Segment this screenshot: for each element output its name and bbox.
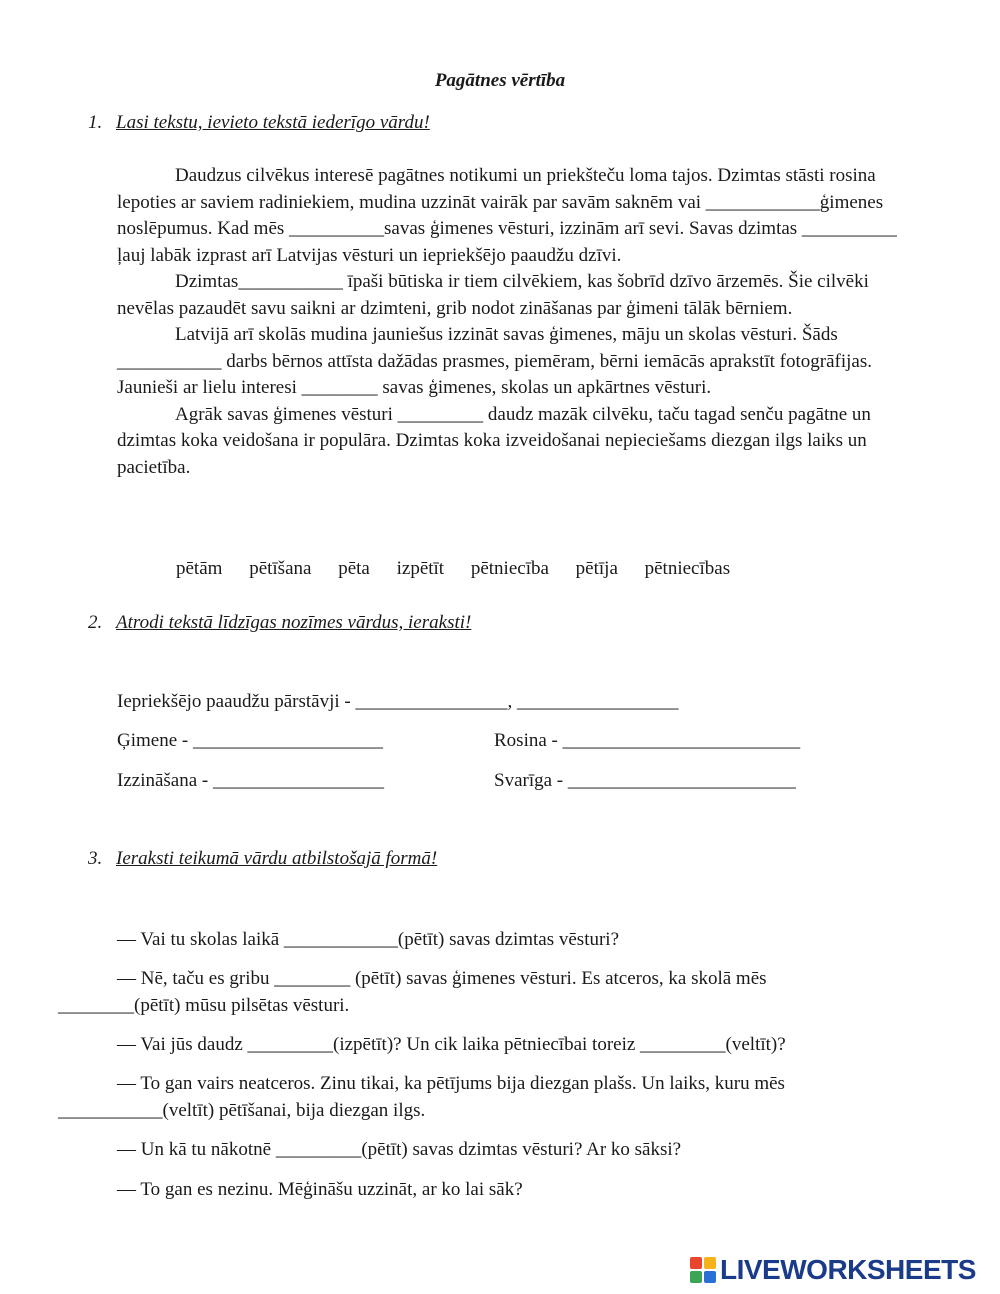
task1-paragraph-2: Dzimtas___________ īpaši būtiska ir tiem cilvēkiem, kas šobrīd dzīvo ārzemēs. Šie cilvēki nevēlas pazaudēt savu saikni ar dzimteni, grib nodot zināšanas par ģimeni tālāk bērniem. [117, 271, 869, 319]
task2-heading [88, 612, 471, 634]
task1-paragraph-4: Agrāk savas ģimenes vēsturi _________ daudz mazāk cilvēku, taču tagad senču pagātne un dzimtas koka veidošana ir populāra. Dzimtas koka izveidošanai nepieciešams diezgan ilgs laiks un pacietība. [117, 403, 871, 478]
logo-square [690, 1271, 702, 1283]
logo-icon [690, 1257, 716, 1283]
logo-square [704, 1271, 716, 1283]
word-bank-item: pēta [338, 558, 370, 579]
word-bank-item: pētām [176, 558, 223, 579]
word-bank-item: pētīšana [249, 558, 312, 579]
dialog-line-5: — Un kā tu nākotnē _________(pētīt) savas dzimtas vēsturi? Ar ko sāksi? [117, 1139, 682, 1160]
synonym-gimene: Ģimene - ____________________ [117, 730, 383, 751]
task3-instruction: Ieraksti teikumā vārdu atbilstošajā formā! [116, 848, 438, 869]
dialog-line-4: — To gan vairs neatceros. Zinu tikai, ka pētījums bija diezgan plašs. Un laiks, kuru mēs ___________(veltīt) pētīšanai, bija diezgan ilgs. [58, 1073, 785, 1121]
page-title: Pagātnes vērtība [434, 70, 566, 91]
task1-paragraph-1: Daudzus cilvēkus interesē pagātnes notikumi un priekšteču loma tajos. Dzimtas stāsti rosina lepoties ar saviem radiniekiem, mudina uzzināt vairāk par savām saknēm vai ____________ģimenes noslēpumus. Kad mēs __________savas ģimenes vēsturi, izzinām arī sevi. Savas dzimtas __________ ļauj labāk izprast arī Latvijas vēsturi un iepriekšējo paaudžu dzīvi. [117, 165, 897, 266]
liveworksheets-logo [690, 1255, 976, 1285]
task1-paragraph-3: Latvijā arī skolās mudina jauniešus izzināt savas ģimenes, māju un skolas vēsturi. Šāds ___________ darbs bērnos attīsta dažādas prasmes, piemēram, bērni iemācās aprakstīt fotogrāfijas. Jaunieši ar lielu interesi ________ savas ģimenes, skolas un apkārtnes vēsturi. [117, 324, 873, 398]
task3-heading [88, 848, 437, 870]
synonym-svariga: Svarīga - ________________________ [494, 770, 796, 791]
logo-square [690, 1257, 702, 1269]
task1-text [117, 163, 917, 481]
word-bank-item: pētīja [575, 558, 618, 579]
task3-number: 3. [88, 848, 103, 869]
task1-heading [88, 112, 430, 134]
task2-instruction: Atrodi tekstā līdzīgas nozīmes vārdus, ieraksti! [116, 612, 472, 633]
task1-number: 1. [88, 112, 103, 133]
synonym-line-1: Iepriekšējo paaudžu pārstāvji - ________________, _________________ [117, 691, 679, 712]
logo-square [704, 1257, 716, 1269]
dialog-line-1: — Vai tu skolas laikā ____________(pētīt) savas dzimtas vēsturi? [117, 929, 620, 950]
task1-instruction: Lasi tekstu, ievieto tekstā iederīgo vārdu! [116, 112, 430, 133]
word-bank-item: pētniecība [470, 558, 549, 579]
synonym-rosina: Rosina - _________________________ [494, 730, 801, 751]
dialog-line-6: — To gan es nezinu. Mēģināšu uzzināt, ar ko lai sāk? [117, 1179, 523, 1200]
dialog-line-3: — Vai jūs daudz _________(izpētīt)? Un cik laika pētniecībai toreiz _________(veltīt)? [117, 1034, 786, 1055]
synonym-izzinasana: Izzināšana - __________________ [117, 770, 384, 791]
word-bank-item: izpētīt [396, 558, 445, 579]
logo-text: LIVEWORKSHEETS [720, 1254, 976, 1285]
task2-number: 2. [88, 612, 103, 633]
dialog-line-2: — Nē, taču es gribu ________ (pētīt) savas ģimenes vēsturi. Es atceros, ka skolā mēs ________(pētīt) mūsu pilsētas vēsturi. [58, 968, 767, 1016]
word-bank [176, 558, 752, 580]
word-bank-item: pētniecības [644, 558, 731, 579]
